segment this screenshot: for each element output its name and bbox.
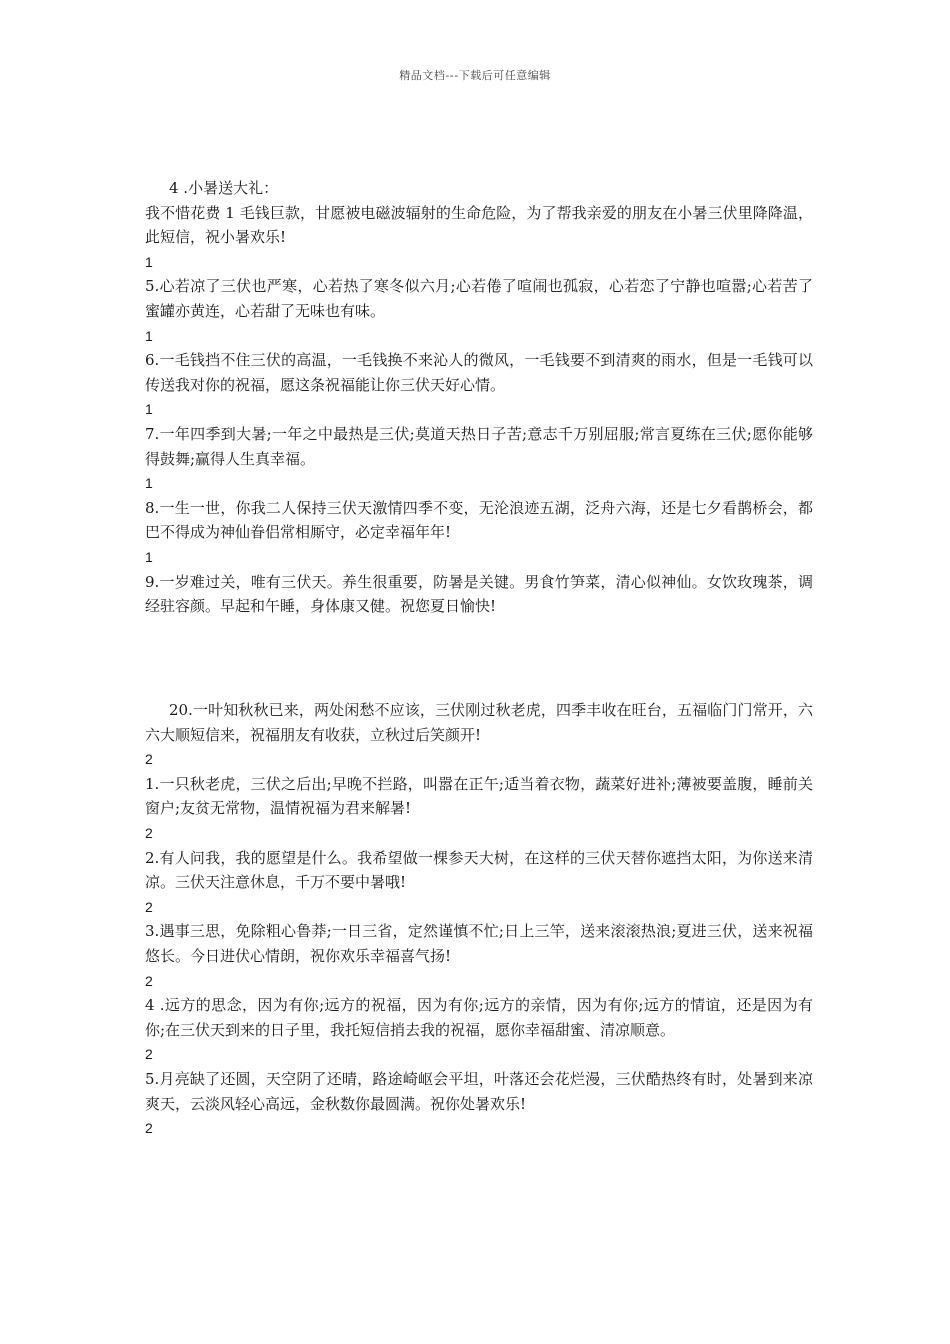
paragraph: 5.月亮缺了还圆，天空阴了还晴，路途崎岖会平坦，叶落还会花烂漫，三伏酷热终有时，处暑到来凉爽天，云淡风轻心高远，金秋数你最圆满。祝你处暑欢乐! (145, 1069, 813, 1113)
paragraph-number: 1 (145, 253, 153, 270)
paragraph: 我不惜花费 1 毛钱巨款，甘愿被电磁波辐射的生命危险，为了帮我亲爱的朋友在小暑三伏里降降温，此短信，祝小暑欢乐! (145, 203, 813, 247)
paragraph-number: 1 (145, 548, 153, 565)
paragraph-number: 2 (145, 1046, 153, 1063)
paragraph: 9.一岁难过关，唯有三伏天。养生很重要，防暑是关键。男食竹笋菜，清心似神仙。女饮玫瑰茶，调经驻容颜。早起和午睡，身体康又健。祝您夏日愉快! (145, 572, 813, 616)
paragraph-number: 2 (145, 972, 153, 989)
paragraph-number: 2 (145, 824, 153, 841)
paragraph-number: 2 (145, 898, 153, 915)
paragraph: 4 .小暑送大礼： (169, 179, 279, 197)
paragraph: 1.一只秋老虎，三伏之后出;早晚不拦路，叫嚣在正午;适当着衣物，蔬菜好进补;薄被要盖腹，睡前关窗户;友贫无常物，温情祝福为君来解暑! (145, 774, 813, 818)
text-block-1 (145, 176, 813, 619)
paragraph-number: 1 (145, 401, 153, 418)
paragraph-number: 1 (145, 475, 153, 492)
paragraph: 5.心若凉了三伏也严寒，心若热了寒冬似六月;心若倦了喧闹也孤寂，心若恋了宁静也喧嚣;心若苦了蜜罐亦黄连，心若甜了无味也有味。 (145, 277, 813, 320)
page-header: 精品文档---下载后可任意编辑 (399, 69, 551, 82)
paragraph: 2.有人问我，我的愿望是什么。我希望做一棵参天大树，在这样的三伏天替你遮挡太阳，为你送来清凉。三伏天注意休息，千万不要中暑哦! (145, 848, 813, 892)
paragraph-number: 1 (145, 327, 153, 344)
paragraph: 3.遇事三思，免除粗心鲁莽;一日三省，定然谨慎不忙;日上三竿，送来滚滚热浪;夏进三伏，送来祝福悠长。今日进伏心情朗，祝你欢乐幸福喜气扬! (145, 922, 813, 965)
text-block-2 (145, 698, 813, 1141)
paragraph-number: 2 (145, 1120, 153, 1137)
paragraph: 7.一年四季到大暑;一年之中最热是三伏;莫道天热日子苦;意志千万别屈服;常言夏练在三伏;愿你能够得鼓舞;赢得人生真幸福。 (145, 424, 813, 468)
paragraph-number: 2 (145, 751, 153, 768)
paragraph: 20.一叶知秋秋已来，两处闲愁不应该，三伏刚过秋老虎，四季丰收在旺台，五福临门门常开，六六大顺短信来，祝福朋友有收获，立秋过后笑颜开! (145, 701, 813, 744)
paragraph: 8.一生一世，你我二人保持三伏天激情四季不变，无沦浪迹五湖，泛舟六海，还是七夕看鹊桥会，都巴不得成为神仙眷侣常相厮守，必定幸福年年! (145, 498, 813, 542)
paragraph: 6.一毛钱挡不住三伏的高温，一毛钱换不来沁人的微风，一毛钱要不到清爽的雨水，但是一毛钱可以传送我对你的祝福，愿这条祝福能让你三伏天好心情。 (145, 351, 813, 394)
paragraph: 4 .远方的思念，因为有你;远方的祝福，因为有你;远方的亲情，因为有你;远方的情谊，还是因为有你;在三伏天到来的日子里，我托短信捎去我的祝福，愿你幸福甜蜜、清凉顺意。 (145, 996, 813, 1039)
